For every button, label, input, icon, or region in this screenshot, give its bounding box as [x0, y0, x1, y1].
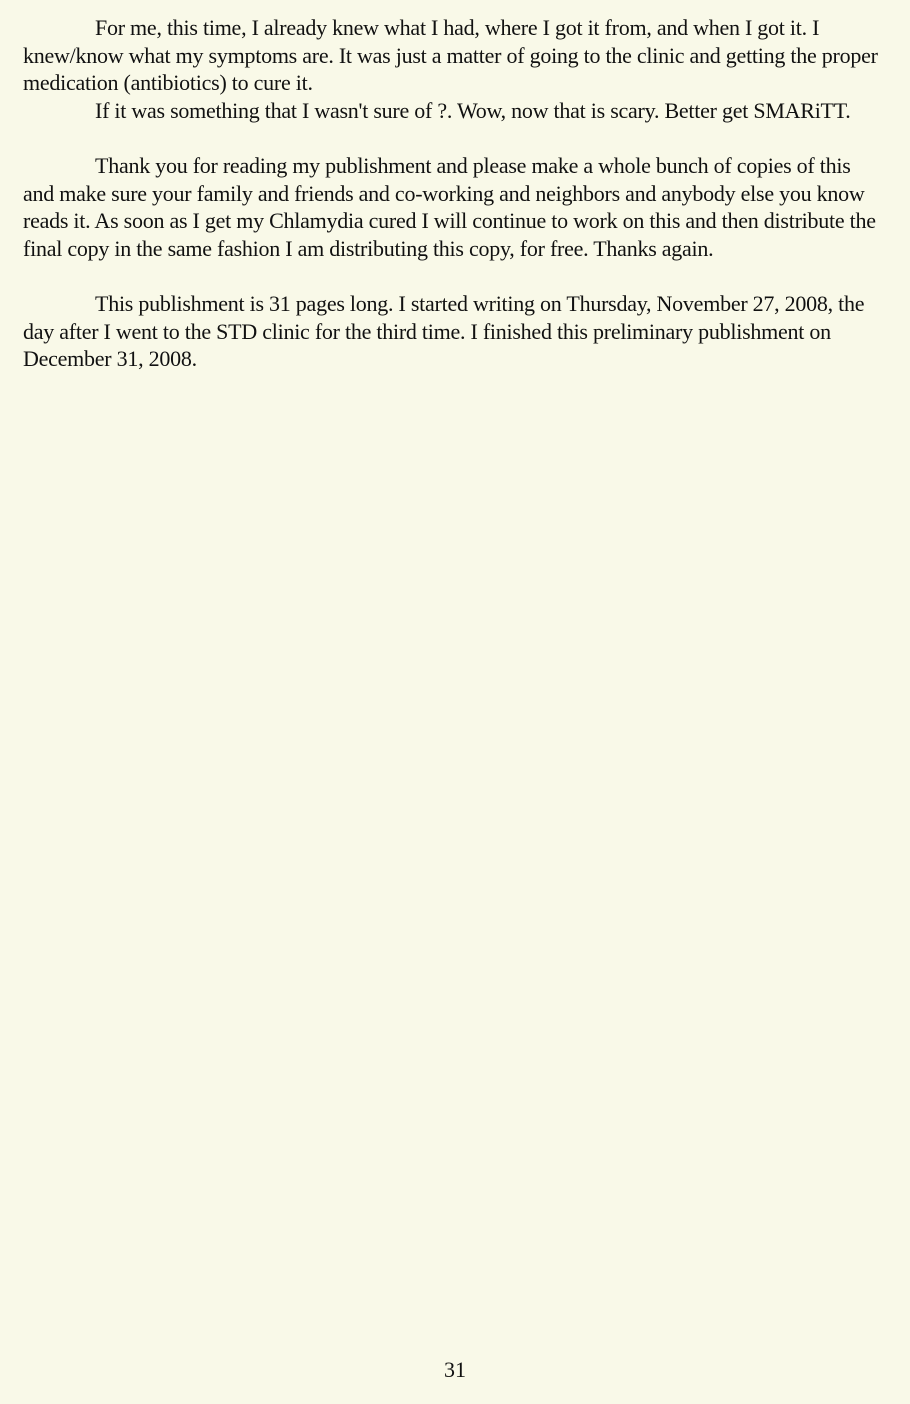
page-body	[23, 14, 883, 373]
paragraph-spacer	[23, 124, 883, 152]
paragraph-symptoms: For me, this time, I already knew what I had, where I got it from, and when I got it. I knew/know what my symptoms are. It was just a matter of going to the clinic and getting the proper medication (antibiotics) to cure it.	[23, 15, 878, 96]
paragraph-publishment-info: This publishment is 31 pages long. I started writing on Thursday, November 27, 2008, the day after I went to the STD clinic for the third time. I finished this preliminary publishment on December 31, 2008.	[23, 290, 865, 372]
paragraph-spacer	[23, 262, 883, 290]
page-number: 31	[444, 1357, 466, 1382]
paragraph-smaritt: If it was something that I wasn't sure of ?. Wow, now that is scary. Better get SMARiTT.	[95, 97, 851, 123]
paragraph-thank-you: Thank you for reading my publishment and please make a whole bunch of copies of this and make sure your family and friends and co-working and neighbors and anybody else you know reads it. As soon as I get my Chlamydia cured I will continue to work on this and then distribute the final copy in the same fashion I am distributing this copy, for free. Thanks again.	[23, 152, 876, 261]
